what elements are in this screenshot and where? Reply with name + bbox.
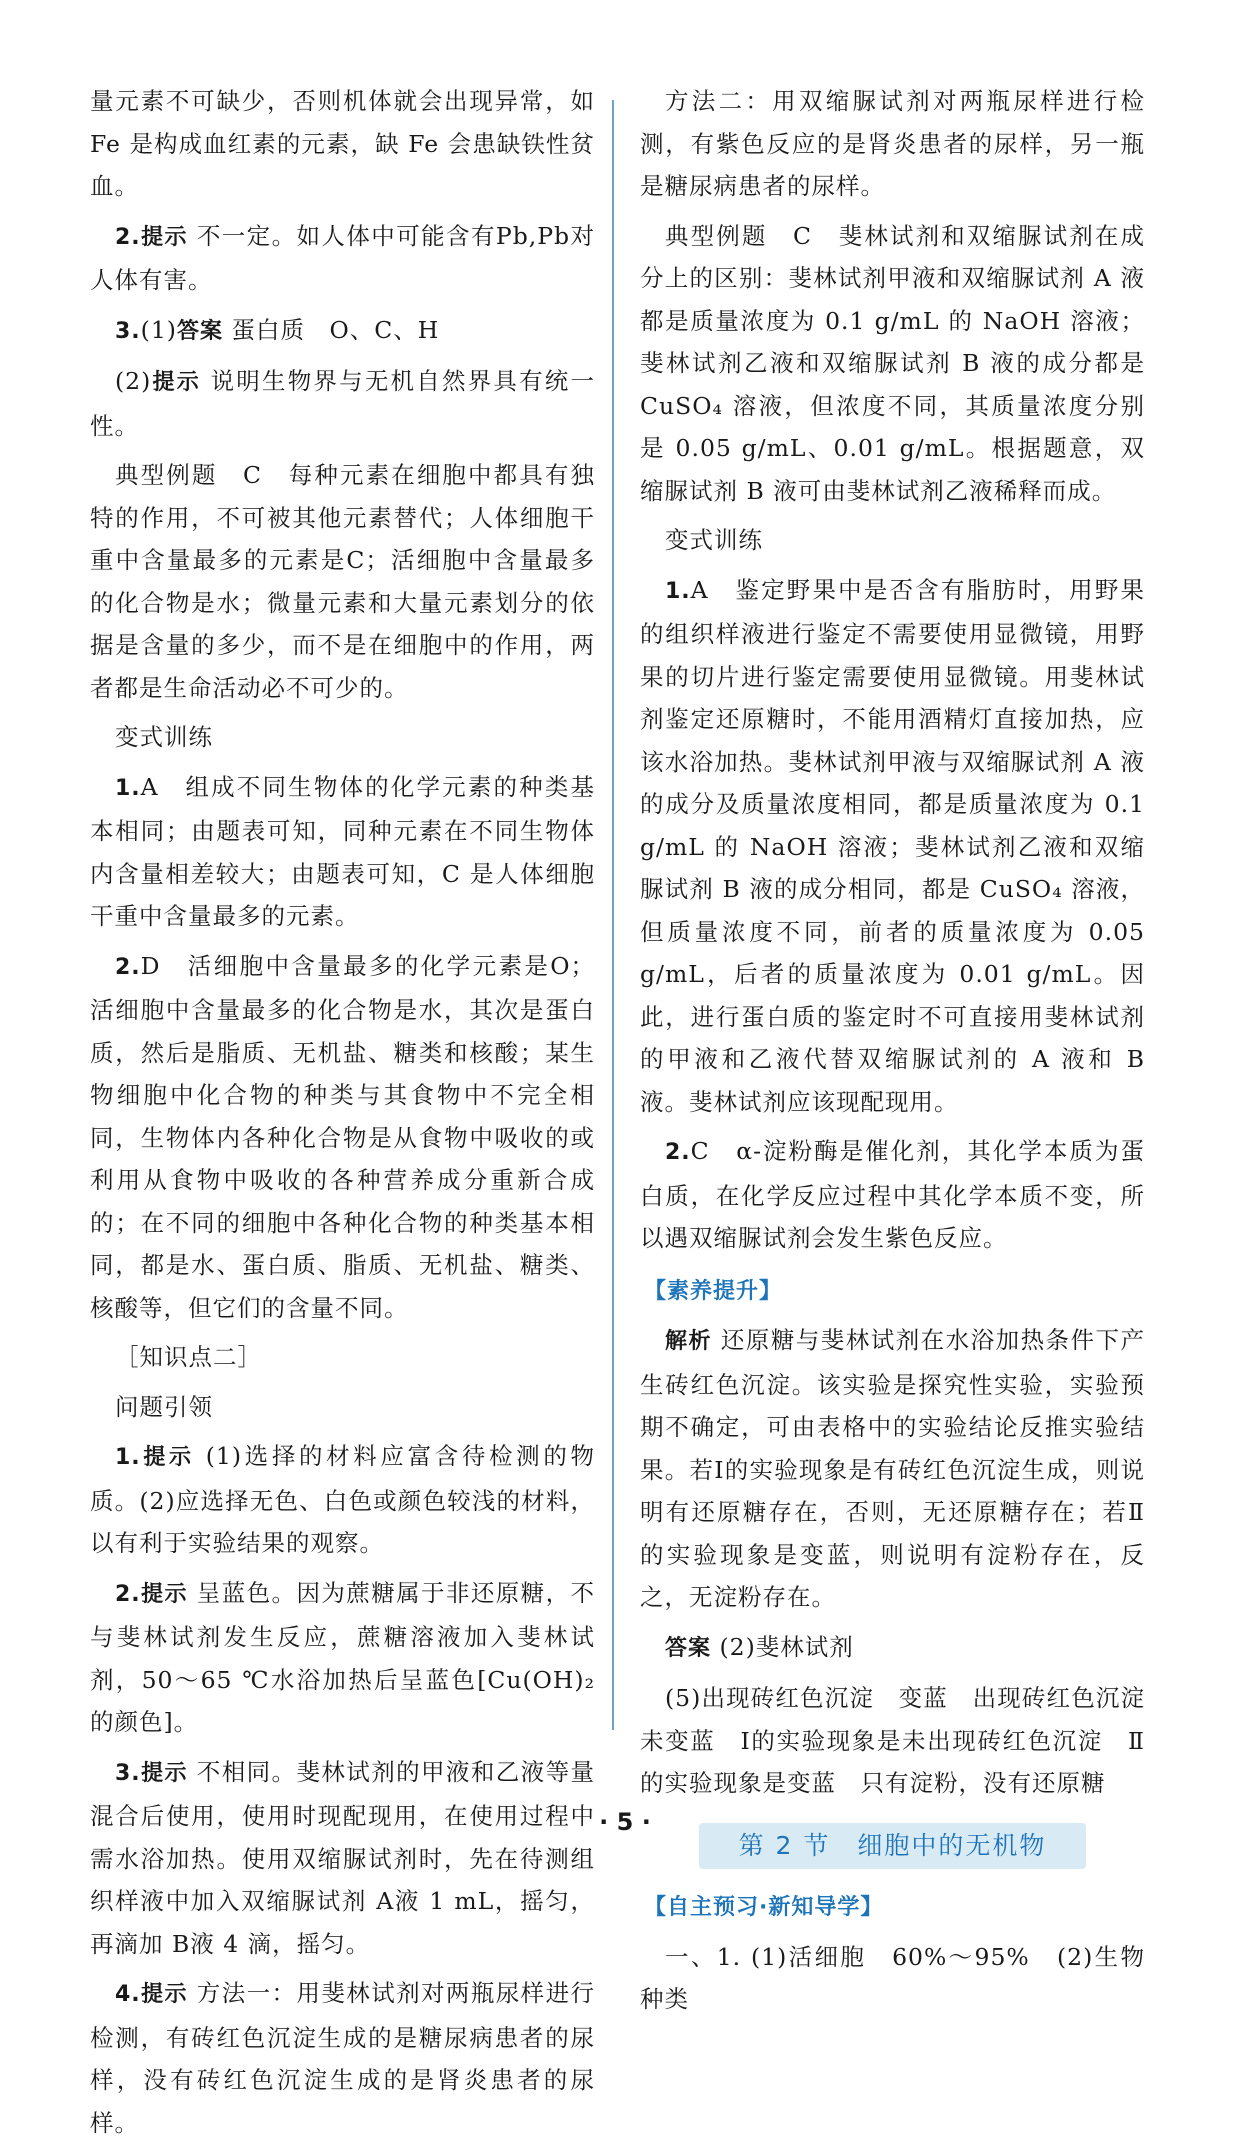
literacy-banner: 【素养提升】	[644, 1278, 783, 1304]
variant-2: 2.D 活细胞中含量最多的化学元素是O；活细胞中含量最多的化合物是水，其次是蛋白质，然后是脂质、无机盐、糖类和核酸；某生物细胞中化合物的种类与其食物中不完全相同，生物体内各种化合物是从食物中吸收的或利用从食物中吸收的各种营养成分重新合成的；在不同的细胞中各种化合物的种类基本相同，都是水、蛋白质、脂质、无机盐、糖类、核酸等，但它们的含量不同。	[90, 951, 595, 1322]
column-divider	[612, 100, 614, 1730]
question-guide-title: 问题引领	[115, 1392, 213, 1421]
typical-example: 典型例题 C 每种元素在细胞中都具有独特的作用，不可被其他元素替代；人体细胞干重中含量最多的元素是C；活细胞中含量最多的化合物是水；微量元素和大量元素划分的依据是含量的多少，而不是在细胞中的作用，两者都是生命活动必不可少的。	[90, 461, 595, 702]
method-two: 方法二：用双缩脲试剂对两瓶尿样进行检测，有紫色反应的是肾炎患者的尿样，另一瓶是糖尿病患者的尿样。	[640, 87, 1145, 200]
typical-example: 典型例题 C 斐林试剂和双缩脲试剂在成分上的区别：斐林试剂甲液和双缩脲试剂 A 液都是质量浓度为 0.1 g/mL 的 NaOH 溶液；斐林试剂乙液和双缩脲试剂 B 液的成分都是 CuSO₄ 溶液，但浓度不同，其质量浓度分别是 0.05 g/mL、0.01 g/mL。根据题意，双缩脲试剂 B 液可由斐林试剂乙液稀释而成。	[640, 221, 1145, 505]
page-number: · 5 ·	[599, 1808, 651, 1836]
variant-1: 1.A 组成不同生物体的化学元素的种类基本相同；由题表可知，同种元素在不同生物体内含量相差较大；由题表可知，C 是人体细胞干重中含量最多的元素。	[90, 772, 595, 930]
hint-k1: 1.提示 (1)选择的材料应富含待检测的物质。(2)应选择无色、白色或颜色较浅的材料，以有利于实验结果的观察。	[90, 1442, 595, 1557]
left-column	[90, 80, 595, 2151]
knowledge-point-two: ［知识点二］	[115, 1343, 262, 1371]
answer-continued: (5)出现砖红色沉淀 变蓝 出现砖红色沉淀 未变蓝 Ⅰ的实验现象是未出现砖红色沉淀 Ⅱ的实验现象是变蓝 只有淀粉，没有还原糖	[640, 1684, 1170, 1797]
variant-1: 1.A 鉴定野果中是否含有脂肪时，用野果的组织样液进行鉴定不需要使用显微镜，用野果的切片进行鉴定需要使用显微镜。用斐林试剂鉴定还原糖时，不能用酒精灯直接加热，应该水浴加热。斐林试剂甲液与双缩脲试剂 A 液的成分及质量浓度相同，都是质量浓度为 0.1 g/mL 的 NaOH 溶液；斐林试剂乙液和双缩脲试剂 B 液的成分相同，都是 CuSO₄ 溶液，但质量浓度不同，前者的质量浓度为 0.05 g/mL，后者的质量浓度为 0.01 g/mL。因此，进行蛋白质的鉴定时不可直接用斐林试剂的甲液和乙液代替双缩脲试剂的 A 液和 B 液。斐林试剂应该现配现用。	[640, 575, 1145, 1116]
answer: 答案 (2)斐林试剂	[665, 1632, 854, 1661]
hint-2: 2.提示 不一定。如人体中可能含有Pb,Pb对人体有害。	[90, 221, 595, 294]
paragraph: 量元素不可缺少，否则机体就会出现异常，如 Fe 是构成血红素的元素，缺 Fe 会患缺铁性贫血。	[90, 87, 595, 200]
variant-training-title: 变式训练	[665, 526, 763, 554]
variant-2: 2.C α-淀粉酶是催化剂，其化学本质为蛋白质，在化学反应过程中其化学本质不变，所以遇双缩脲试剂会发生紫色反应。	[640, 1137, 1145, 1252]
hint-3-2: (2)提示 说明生物界与无机自然界具有统一性。	[90, 367, 595, 440]
hint-k2: 2.提示 呈蓝色。因为蔗糖属于非还原糖，不与斐林试剂发生反应，蔗糖溶液加入斐林试剂，50～65 ℃水浴加热后呈蓝色[Cu(OH)₂ 的颜色]。	[90, 1578, 595, 1736]
hint-k4: 4.提示 方法一：用斐林试剂对两瓶尿样进行检测，有砖红色沉淀生成的是糖尿病患者的尿样，没有砖红色沉淀生成的是肾炎患者的尿样。	[90, 1979, 595, 2137]
answer-3-1: 3.(1)答案 蛋白质 O、C、H	[115, 315, 440, 344]
preview-item: 一、1. (1)活细胞 60%～95% (2)生物种类	[640, 1942, 1145, 2013]
analysis: 解析 还原糖与斐林试剂在水浴加热条件下产生砖红色沉淀。该实验是探究性实验，实验预期不确定，可由表格中的实验结论反推实验结果。若Ⅰ的实验现象是有砖红色沉淀生成，则说明有还原糖存在，否则，无还原糖存在；若Ⅱ的实验现象是变蓝，则说明有淀粉存在，反之，无淀粉存在。	[640, 1326, 1145, 1611]
right-column	[640, 80, 1170, 2028]
hint-k3: 3.提示 不相同。斐林试剂的甲液和乙液等量混合后使用，使用时现配现用，在使用过程中需水浴加热。使用双缩脲试剂时，先在待测组织样液中加入双缩脲试剂 A液 1 mL，摇匀，再滴加 B液 4 滴，摇匀。	[90, 1757, 595, 1958]
section-title: 第 2 节 细胞中的无机物	[699, 1823, 1087, 1870]
preview-banner: 【自主预习·新知导学】	[644, 1895, 884, 1920]
variant-training-title: 变式训练	[115, 723, 213, 751]
